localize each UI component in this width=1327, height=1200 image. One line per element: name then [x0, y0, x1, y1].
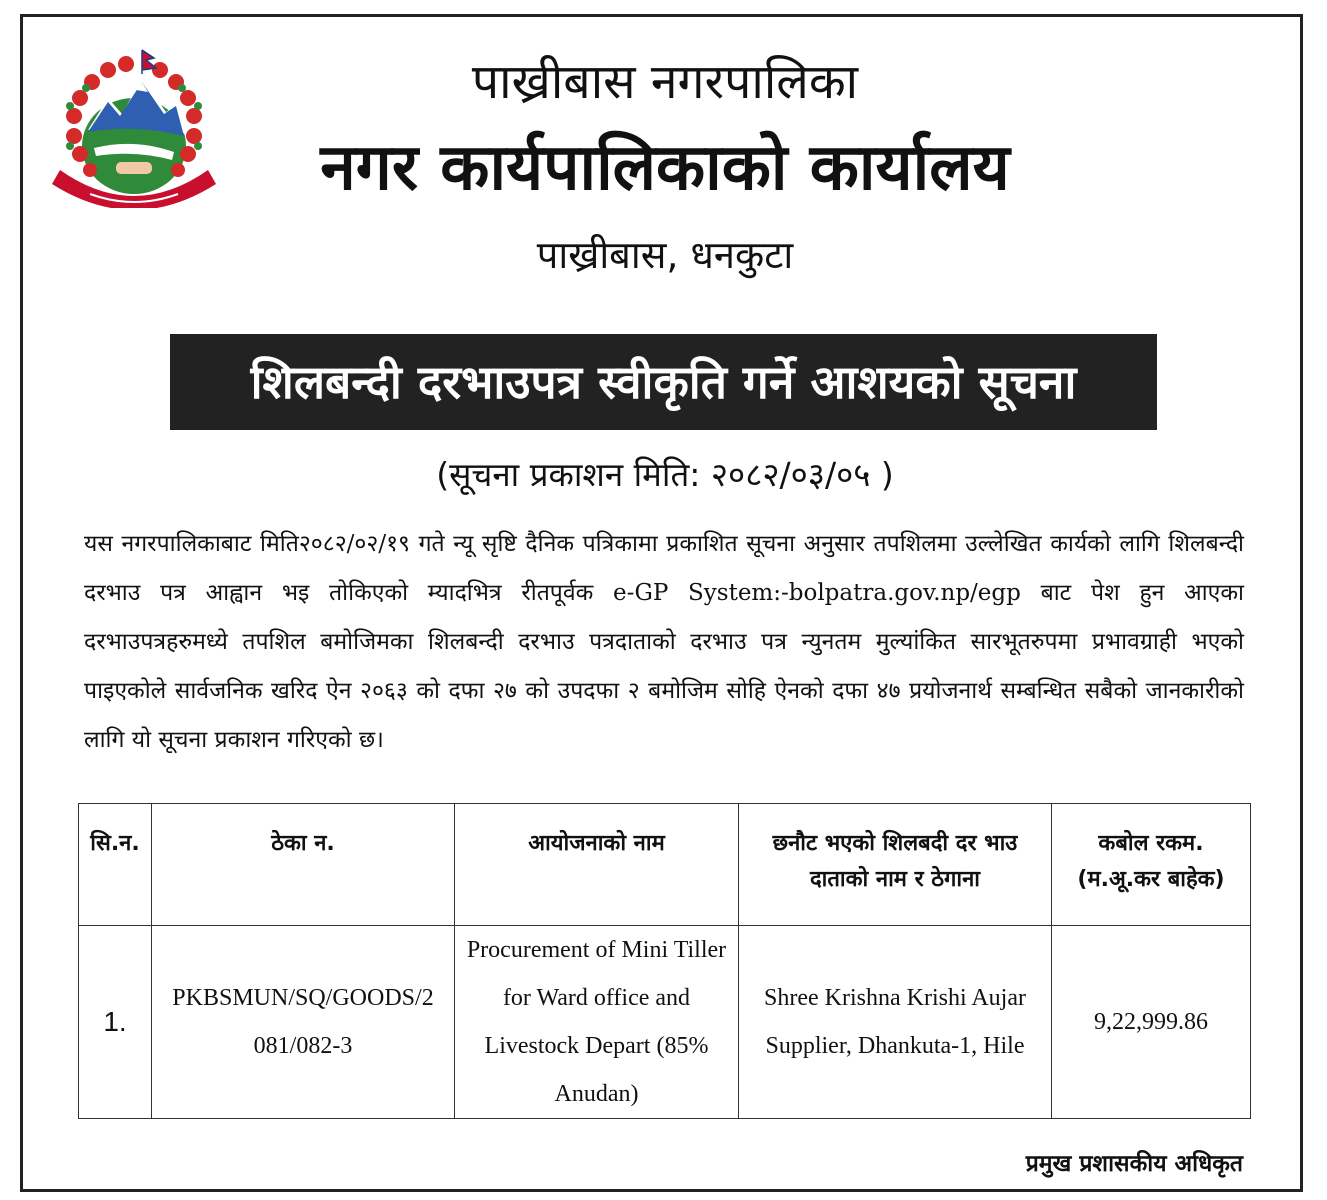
- header-amount: कबोल रकम. (म.अू.कर बाहेक): [1052, 804, 1251, 926]
- header-serial-no: सि.न.: [79, 804, 152, 926]
- cell-amount: 9,22,999.86: [1052, 926, 1251, 1119]
- office-name: नगर कार्यपालिकाको कार्यालय: [320, 131, 1010, 205]
- header-project-name: आयोजनाको नाम: [455, 804, 739, 926]
- cell-project-name: Procurement of Mini Tiller for Ward office and Livestock Depart (85% Anudan): [455, 926, 739, 1119]
- table-header-row: [79, 804, 1251, 926]
- office-address: पाख्रीबास, धनकुटा: [536, 233, 794, 277]
- cell-contract-no: PKBSMUN/SQ/GOODS/2 081/082-3: [152, 926, 455, 1119]
- table-row: [79, 926, 1251, 1119]
- header-contract-no: ठेका न.: [152, 804, 455, 926]
- cell-bidder: Shree Krishna Krishi Aujar Supplier, Dhankuta-1, Hile: [739, 926, 1052, 1119]
- municipality-name: पाख्रीबास नगरपालिका: [471, 54, 859, 110]
- notice-body: यस नगरपालिकाबाट मिति२०८२/०२/१९ गते न्यू सृष्टि दैनिक पत्रिकामा प्रकाशित सूचना अनुसार तपशिलमा उल्लेखित कार्यको लागि शिलबन्दी दरभाउ पत्र आह्वान भइ तोकिएको म्यादभित्र रीतपूर्वक e-GP System:-bolpatra.gov.np/egp बाट पेश हुन आएका दरभाउपत्रहरुमध्ये तपशिल बमोजिमका शिलबन्दी दरभाउ पत्रदाताको दरभाउ पत्र न्युनतम मुल्यांकित सारभूतरुपमा प्रभावग्राही भएको पाइएकोले सार्वजनिक खरिद ऐन २०६३ को दफा २७ को उपदफा २ बमोजिम सोहि ऐनको दफा ४७ प्रयोजनार्थ सम्बन्धित सबैको जानकारीको लागि यो सूचना प्रकाशन गरिएको छ।: [84, 531, 1244, 753]
- header-bidder: छनौट भएको शिलबदी दर भाउ दाताको नाम र ठेगाना: [739, 804, 1052, 926]
- publication-date: (सूचना प्रकाशन मिति: २०८२/०३/०५ ): [436, 455, 894, 494]
- bid-table: [78, 803, 1251, 1119]
- cell-serial-no: 1.: [79, 926, 152, 1119]
- notice-title: शिलबन्दी दरभाउपत्र स्वीकृति गर्ने आशयको सूचना: [170, 334, 1157, 430]
- signatory-title: प्रमुख प्रशासकीय अधिकृत: [1025, 1151, 1243, 1177]
- nepal-government-emblem-icon: [50, 44, 218, 208]
